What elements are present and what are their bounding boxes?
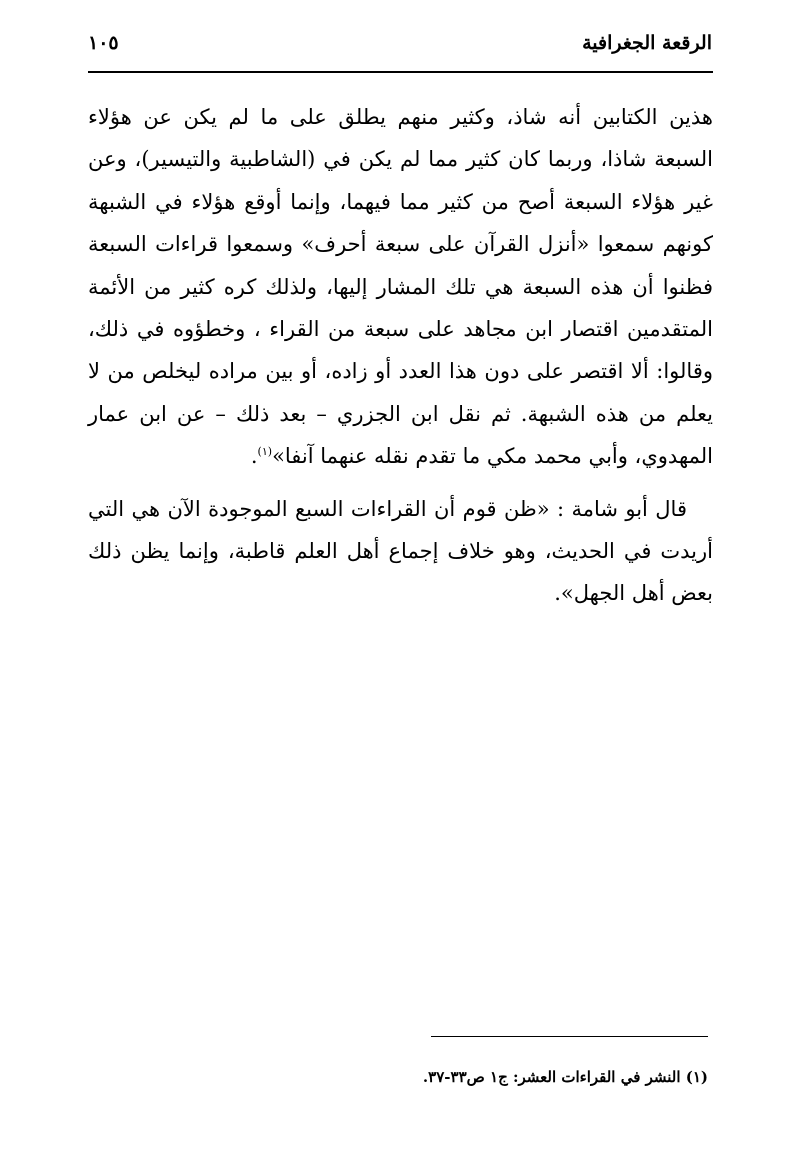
footnote-rule xyxy=(431,1036,708,1037)
running-title: الرقعة الجغرافية xyxy=(582,32,712,54)
page-header xyxy=(88,30,712,68)
paragraph xyxy=(88,96,713,478)
paragraph-text: هذين الكتابين أنه شاذ، وكثير منهم يطلق على ما لم يكن عن هؤلاء السبعة شاذا، وربما كان كثير مما لم يكن في (الشاطبية والتيسير)، وعن غير هؤلاء السبعة أصح من كثير مما فيهما، وإنما أوقع هؤلاء في الشبهة كونهم سمعوا «أنزل القرآن على سبعة أحرف» وسمعوا قراءات السبعة فظنوا أن هذه السبعة هي تلك المشار إليها، ولذلك كره كثير من الأئمة المتقدمين اقتصار ابن مجاهد على سبعة من القراء ، وخطؤوه في ذلك، وقالوا: ألا اقتصر على دون هذا العدد أو زاده، أو بين مراده ليخلص من لا يعلم من هذه الشبهة. ثم نقل ابن الجزري – بعد ذلك – عن ابن عمار المهدوي، وأبي محمد مكي ما تقدم نقله عنهما آنفا» xyxy=(88,105,713,469)
header-rule xyxy=(88,71,713,73)
main-text xyxy=(88,96,713,615)
footnote: (١) النشر في القراءات العشر: ج١ ص٣٣-٣٧. xyxy=(422,1068,708,1086)
paragraph-text: قال أبو شامة : «ظن قوم أن القراءات السبع الموجودة الآن هي التي أريدت في الحديث، وهو خلاف إجماع أهل العلم قاطبة، وإنما يظن ذلك بعض أهل الجهل». xyxy=(88,496,713,606)
paragraph xyxy=(88,488,713,615)
footnote-marker: (١) xyxy=(257,445,273,459)
paragraph-end: . xyxy=(250,444,258,469)
page-number: ١٠٥ xyxy=(88,32,119,54)
